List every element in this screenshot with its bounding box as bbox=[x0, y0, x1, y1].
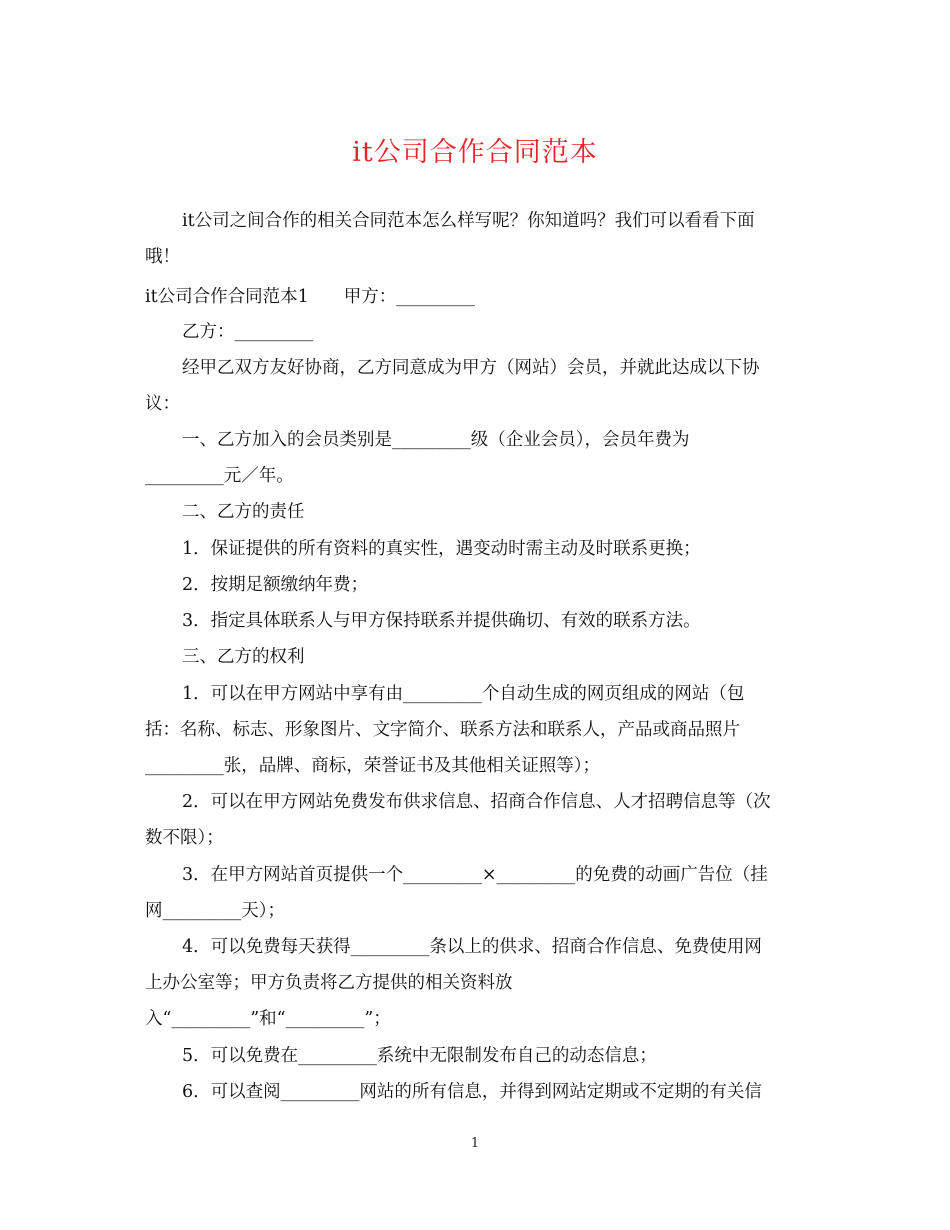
section-3-item-4-line-3: 入“_________”和“_________”； bbox=[145, 1009, 391, 1029]
section-3-item-4-line-2: 上办公室等；甲方负责将乙方提供的相关资料放 bbox=[145, 973, 513, 993]
section-2-item-3: 3．指定具体联系人与甲方保持联系并提供确切、有效的联系方法。 bbox=[182, 611, 701, 631]
section-2-item-2: 2．按期足额缴纳年费； bbox=[182, 575, 369, 595]
section-3-heading: 三、乙方的权利 bbox=[182, 647, 305, 667]
clause-1-line-2: _________元／年。 bbox=[145, 466, 294, 486]
party-b-line: 乙方：_________ bbox=[182, 322, 314, 342]
contract-heading-party-a: it公司合作合同范本1 甲方：_________ bbox=[145, 287, 476, 307]
intro-line-1: it公司之间合作的相关合同范本怎么样写呢？你知道吗？我们可以看看下面 bbox=[182, 211, 755, 231]
intro-line-2: 哦！ bbox=[145, 247, 180, 267]
preamble-line-2: 议： bbox=[145, 394, 180, 414]
clause-1-line-1: 一、乙方加入的会员类别是_________级（企业会员），会员年费为 bbox=[182, 430, 690, 450]
section-3-item-3-line-1: 3．在甲方网站首页提供一个_________×_________的免费的动画广告位（挂 bbox=[182, 865, 768, 885]
section-2-item-1: 1．保证提供的所有资料的真实性，遇变动时需主动及时联系更换； bbox=[182, 539, 701, 559]
section-3-item-4-line-1: 4．可以免费每天获得_________条以上的供求、招商合作信息、免费使用网 bbox=[182, 937, 762, 957]
section-3-item-2-line-1: 2．可以在甲方网站免费发布供求信息、招商合作信息、人才招聘信息等（次 bbox=[182, 792, 771, 812]
document-title: it公司合作合同范本 bbox=[352, 137, 598, 168]
section-3-item-1-line-1: 1．可以在甲方网站中享有由_________个自动生成的网页组成的网站（包 bbox=[182, 684, 745, 704]
section-3-item-6-line-1: 6．可以查阅_________网站的所有信息，并得到网站定期或不定期的有关信 bbox=[182, 1082, 762, 1102]
page-number: 1 bbox=[470, 1136, 480, 1151]
section-3-item-5: 5．可以免费在_________系统中无限制发布自己的动态信息； bbox=[182, 1046, 657, 1066]
section-3-item-3-line-2: 网_________天）； bbox=[145, 901, 285, 921]
section-3-item-1-line-3: _________张，品牌、商标，荣誉证书及其他相关证照等）； bbox=[145, 756, 600, 776]
section-3-item-2-line-2: 数不限）； bbox=[145, 828, 224, 848]
section-2-heading: 二、乙方的责任 bbox=[182, 502, 305, 522]
section-3-item-1-line-2: 括：名称、标志、形象图片、文字简介、联系方法和联系人，产品或商品照片 bbox=[145, 720, 740, 740]
preamble-line-1: 经甲乙双方友好协商，乙方同意成为甲方（网站）会员，并就此达成以下协 bbox=[182, 358, 760, 378]
